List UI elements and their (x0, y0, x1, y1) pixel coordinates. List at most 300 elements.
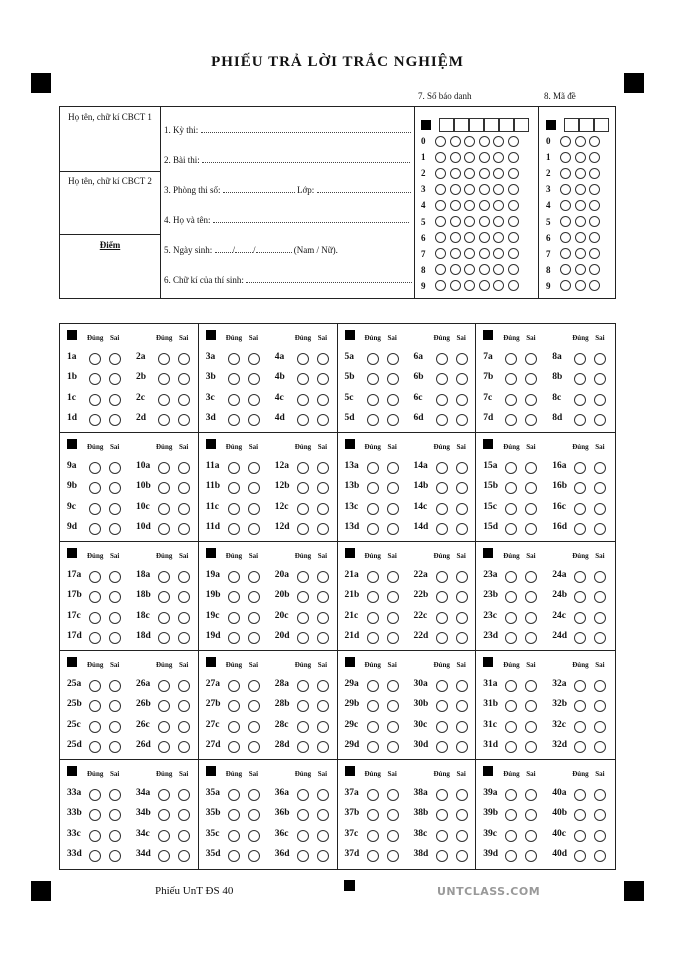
ma-de-bubble[interactable] (560, 232, 571, 243)
answer-bubble-dung[interactable] (505, 721, 517, 733)
answer-bubble-sai[interactable] (456, 680, 468, 692)
ma-de-bubble[interactable] (589, 216, 600, 227)
answer-bubble-dung[interactable] (574, 353, 586, 365)
answer-bubble-dung[interactable] (367, 700, 379, 712)
sbd-bubble[interactable] (479, 184, 490, 195)
answer-bubble-sai[interactable] (525, 850, 537, 862)
answer-bubble-sai[interactable] (178, 700, 190, 712)
sbd-bubble[interactable] (508, 264, 519, 275)
sbd-bubble[interactable] (508, 248, 519, 259)
answer-bubble-sai[interactable] (456, 830, 468, 842)
answer-bubble-sai[interactable] (594, 632, 606, 644)
answer-bubble-sai[interactable] (317, 414, 329, 426)
answer-bubble-dung[interactable] (89, 523, 101, 535)
answer-bubble-dung[interactable] (89, 503, 101, 515)
answer-bubble-sai[interactable] (178, 503, 190, 515)
answer-bubble-sai[interactable] (109, 809, 121, 821)
answer-bubble-sai[interactable] (456, 809, 468, 821)
answer-bubble-dung[interactable] (228, 523, 240, 535)
answer-bubble-dung[interactable] (436, 830, 448, 842)
answer-bubble-dung[interactable] (158, 612, 170, 624)
answer-bubble-sai[interactable] (594, 523, 606, 535)
answer-bubble-dung[interactable] (574, 482, 586, 494)
sbd-bubble[interactable] (435, 216, 446, 227)
sbd-bubble[interactable] (493, 216, 504, 227)
sbd-write-cell[interactable] (469, 118, 484, 132)
answer-bubble-sai[interactable] (387, 394, 399, 406)
ma-de-bubble[interactable] (560, 216, 571, 227)
answer-bubble-sai[interactable] (525, 809, 537, 821)
answer-bubble-dung[interactable] (367, 591, 379, 603)
answer-bubble-dung[interactable] (505, 414, 517, 426)
sbd-write-cell[interactable] (514, 118, 529, 132)
answer-bubble-sai[interactable] (248, 789, 260, 801)
answer-bubble-sai[interactable] (594, 571, 606, 583)
answer-bubble-dung[interactable] (574, 721, 586, 733)
answer-bubble-dung[interactable] (158, 850, 170, 862)
answer-bubble-dung[interactable] (436, 789, 448, 801)
answer-bubble-dung[interactable] (158, 680, 170, 692)
answer-bubble-dung[interactable] (89, 353, 101, 365)
answer-bubble-dung[interactable] (436, 721, 448, 733)
answer-bubble-sai[interactable] (178, 373, 190, 385)
answer-bubble-dung[interactable] (89, 414, 101, 426)
answer-bubble-sai[interactable] (178, 789, 190, 801)
answer-bubble-dung[interactable] (158, 721, 170, 733)
answer-bubble-sai[interactable] (387, 830, 399, 842)
answer-bubble-dung[interactable] (158, 700, 170, 712)
answer-bubble-dung[interactable] (158, 353, 170, 365)
answer-bubble-dung[interactable] (158, 571, 170, 583)
sbd-bubble[interactable] (479, 280, 490, 291)
answer-bubble-dung[interactable] (297, 632, 309, 644)
answer-bubble-sai[interactable] (456, 612, 468, 624)
answer-bubble-dung[interactable] (158, 482, 170, 494)
answer-bubble-sai[interactable] (178, 612, 190, 624)
answer-bubble-sai[interactable] (525, 721, 537, 733)
sbd-bubble[interactable] (450, 280, 461, 291)
field-ngay-sinh[interactable] (164, 244, 338, 255)
ma-de-bubble[interactable] (575, 232, 586, 243)
ma-de-bubble[interactable] (589, 248, 600, 259)
answer-bubble-dung[interactable] (89, 809, 101, 821)
answer-bubble-sai[interactable] (248, 373, 260, 385)
answer-bubble-dung[interactable] (158, 809, 170, 821)
field-ho-ten[interactable] (164, 214, 409, 225)
answer-bubble-sai[interactable] (317, 612, 329, 624)
answer-bubble-dung[interactable] (297, 503, 309, 515)
answer-bubble-dung[interactable] (367, 462, 379, 474)
answer-bubble-dung[interactable] (228, 830, 240, 842)
answer-bubble-dung[interactable] (158, 830, 170, 842)
answer-bubble-sai[interactable] (387, 680, 399, 692)
answer-bubble-sai[interactable] (109, 830, 121, 842)
answer-bubble-dung[interactable] (228, 741, 240, 753)
answer-bubble-sai[interactable] (248, 353, 260, 365)
answer-bubble-dung[interactable] (228, 721, 240, 733)
answer-bubble-dung[interactable] (436, 700, 448, 712)
answer-bubble-dung[interactable] (89, 373, 101, 385)
sbd-bubble[interactable] (450, 216, 461, 227)
answer-bubble-sai[interactable] (525, 700, 537, 712)
ma-de-bubble[interactable] (589, 264, 600, 275)
answer-bubble-sai[interactable] (109, 850, 121, 862)
answer-bubble-dung[interactable] (89, 394, 101, 406)
sbd-write-cell[interactable] (484, 118, 499, 132)
answer-bubble-dung[interactable] (228, 503, 240, 515)
answer-bubble-sai[interactable] (317, 789, 329, 801)
answer-bubble-dung[interactable] (436, 741, 448, 753)
sbd-bubble[interactable] (464, 232, 475, 243)
answer-bubble-dung[interactable] (89, 482, 101, 494)
answer-bubble-dung[interactable] (89, 700, 101, 712)
answer-bubble-dung[interactable] (436, 612, 448, 624)
answer-bubble-sai[interactable] (456, 503, 468, 515)
answer-bubble-dung[interactable] (436, 809, 448, 821)
answer-bubble-dung[interactable] (436, 503, 448, 515)
answer-bubble-dung[interactable] (367, 523, 379, 535)
sbd-bubble[interactable] (493, 264, 504, 275)
answer-bubble-sai[interactable] (525, 482, 537, 494)
answer-bubble-sai[interactable] (317, 523, 329, 535)
answer-bubble-dung[interactable] (158, 789, 170, 801)
ma-de-bubble[interactable] (589, 232, 600, 243)
answer-bubble-sai[interactable] (317, 809, 329, 821)
answer-bubble-dung[interactable] (505, 503, 517, 515)
answer-bubble-dung[interactable] (436, 462, 448, 474)
answer-bubble-sai[interactable] (525, 632, 537, 644)
answer-bubble-dung[interactable] (574, 591, 586, 603)
field-bai-thi[interactable] (164, 154, 410, 165)
answer-bubble-sai[interactable] (456, 591, 468, 603)
sbd-bubble[interactable] (508, 184, 519, 195)
answer-bubble-dung[interactable] (228, 809, 240, 821)
answer-bubble-dung[interactable] (505, 591, 517, 603)
answer-bubble-sai[interactable] (317, 741, 329, 753)
answer-bubble-dung[interactable] (367, 353, 379, 365)
answer-bubble-sai[interactable] (109, 741, 121, 753)
answer-bubble-dung[interactable] (505, 612, 517, 624)
answer-bubble-sai[interactable] (525, 741, 537, 753)
answer-bubble-sai[interactable] (594, 612, 606, 624)
answer-bubble-sai[interactable] (317, 591, 329, 603)
answer-bubble-sai[interactable] (317, 700, 329, 712)
answer-bubble-sai[interactable] (248, 612, 260, 624)
sbd-bubble[interactable] (508, 280, 519, 291)
answer-bubble-dung[interactable] (505, 632, 517, 644)
answer-bubble-sai[interactable] (456, 394, 468, 406)
answer-bubble-dung[interactable] (367, 571, 379, 583)
answer-bubble-dung[interactable] (574, 414, 586, 426)
answer-bubble-dung[interactable] (574, 612, 586, 624)
answer-bubble-sai[interactable] (178, 482, 190, 494)
answer-bubble-sai[interactable] (456, 523, 468, 535)
answer-bubble-sai[interactable] (594, 830, 606, 842)
answer-bubble-sai[interactable] (248, 721, 260, 733)
answer-bubble-sai[interactable] (387, 503, 399, 515)
answer-bubble-dung[interactable] (297, 373, 309, 385)
answer-bubble-sai[interactable] (109, 612, 121, 624)
answer-bubble-dung[interactable] (228, 482, 240, 494)
sbd-write-cell[interactable] (499, 118, 514, 132)
sbd-bubble[interactable] (464, 152, 475, 163)
sbd-bubble[interactable] (464, 184, 475, 195)
answer-bubble-dung[interactable] (297, 523, 309, 535)
answer-bubble-dung[interactable] (89, 571, 101, 583)
answer-bubble-sai[interactable] (178, 523, 190, 535)
sbd-bubble[interactable] (450, 200, 461, 211)
answer-bubble-sai[interactable] (248, 591, 260, 603)
answer-bubble-sai[interactable] (109, 353, 121, 365)
sbd-bubble[interactable] (493, 232, 504, 243)
sbd-write-cell[interactable] (439, 118, 454, 132)
answer-bubble-sai[interactable] (525, 373, 537, 385)
answer-bubble-sai[interactable] (248, 523, 260, 535)
ma-de-bubble[interactable] (589, 168, 600, 179)
answer-bubble-dung[interactable] (436, 414, 448, 426)
answer-bubble-sai[interactable] (387, 612, 399, 624)
answer-bubble-dung[interactable] (228, 700, 240, 712)
ma-de-bubble[interactable] (589, 200, 600, 211)
sbd-bubble[interactable] (508, 200, 519, 211)
answer-bubble-sai[interactable] (178, 414, 190, 426)
answer-bubble-dung[interactable] (574, 680, 586, 692)
answer-bubble-sai[interactable] (317, 680, 329, 692)
answer-bubble-sai[interactable] (387, 721, 399, 733)
ma-de-bubble[interactable] (575, 200, 586, 211)
answer-bubble-sai[interactable] (317, 850, 329, 862)
sbd-bubble[interactable] (508, 152, 519, 163)
answer-bubble-dung[interactable] (228, 373, 240, 385)
sbd-bubble[interactable] (464, 264, 475, 275)
sbd-bubble[interactable] (479, 200, 490, 211)
answer-bubble-sai[interactable] (525, 591, 537, 603)
answer-bubble-sai[interactable] (109, 721, 121, 733)
sbd-bubble[interactable] (435, 184, 446, 195)
answer-bubble-sai[interactable] (594, 700, 606, 712)
answer-bubble-dung[interactable] (574, 503, 586, 515)
answer-bubble-sai[interactable] (594, 373, 606, 385)
answer-bubble-sai[interactable] (594, 789, 606, 801)
answer-bubble-dung[interactable] (297, 850, 309, 862)
answer-bubble-sai[interactable] (109, 373, 121, 385)
ma-de-bubble[interactable] (575, 248, 586, 259)
ma-de-bubble[interactable] (575, 216, 586, 227)
answer-bubble-dung[interactable] (367, 809, 379, 821)
answer-bubble-sai[interactable] (525, 789, 537, 801)
answer-bubble-dung[interactable] (228, 414, 240, 426)
answer-bubble-dung[interactable] (228, 632, 240, 644)
answer-bubble-sai[interactable] (456, 373, 468, 385)
answer-bubble-dung[interactable] (367, 503, 379, 515)
answer-bubble-sai[interactable] (248, 741, 260, 753)
answer-bubble-dung[interactable] (297, 571, 309, 583)
answer-bubble-dung[interactable] (158, 462, 170, 474)
answer-bubble-dung[interactable] (158, 394, 170, 406)
answer-bubble-sai[interactable] (248, 414, 260, 426)
field-phong-thi[interactable] (164, 184, 411, 195)
answer-bubble-dung[interactable] (367, 414, 379, 426)
answer-bubble-dung[interactable] (297, 482, 309, 494)
answer-bubble-dung[interactable] (505, 700, 517, 712)
answer-bubble-sai[interactable] (456, 632, 468, 644)
answer-bubble-sai[interactable] (594, 353, 606, 365)
answer-bubble-sai[interactable] (248, 680, 260, 692)
answer-bubble-sai[interactable] (594, 741, 606, 753)
sbd-bubble[interactable] (435, 152, 446, 163)
answer-bubble-dung[interactable] (297, 680, 309, 692)
answer-bubble-sai[interactable] (387, 414, 399, 426)
answer-bubble-dung[interactable] (505, 741, 517, 753)
answer-bubble-dung[interactable] (367, 741, 379, 753)
answer-bubble-sai[interactable] (387, 741, 399, 753)
ma-de-bubble[interactable] (589, 152, 600, 163)
answer-bubble-sai[interactable] (456, 789, 468, 801)
answer-bubble-dung[interactable] (505, 394, 517, 406)
answer-bubble-dung[interactable] (505, 571, 517, 583)
sbd-bubble[interactable] (493, 184, 504, 195)
sbd-bubble[interactable] (464, 248, 475, 259)
answer-bubble-sai[interactable] (594, 721, 606, 733)
sbd-bubble[interactable] (464, 216, 475, 227)
answer-bubble-sai[interactable] (317, 462, 329, 474)
answer-bubble-sai[interactable] (178, 591, 190, 603)
sbd-bubble[interactable] (450, 264, 461, 275)
sbd-bubble[interactable] (435, 168, 446, 179)
answer-bubble-sai[interactable] (109, 789, 121, 801)
answer-bubble-dung[interactable] (89, 789, 101, 801)
answer-bubble-sai[interactable] (178, 809, 190, 821)
answer-bubble-sai[interactable] (317, 830, 329, 842)
answer-bubble-sai[interactable] (109, 700, 121, 712)
answer-bubble-dung[interactable] (297, 353, 309, 365)
answer-bubble-dung[interactable] (574, 741, 586, 753)
sbd-bubble[interactable] (435, 264, 446, 275)
ma-de-bubble[interactable] (575, 168, 586, 179)
sbd-bubble[interactable] (508, 216, 519, 227)
ma-de-write-cell[interactable] (564, 118, 579, 132)
sbd-bubble[interactable] (479, 152, 490, 163)
answer-bubble-sai[interactable] (248, 394, 260, 406)
answer-bubble-sai[interactable] (248, 850, 260, 862)
answer-bubble-sai[interactable] (594, 414, 606, 426)
answer-bubble-sai[interactable] (387, 482, 399, 494)
answer-bubble-dung[interactable] (367, 612, 379, 624)
answer-bubble-dung[interactable] (367, 632, 379, 644)
answer-bubble-dung[interactable] (436, 632, 448, 644)
answer-bubble-sai[interactable] (525, 394, 537, 406)
answer-bubble-sai[interactable] (248, 632, 260, 644)
field-ky-thi[interactable] (164, 124, 411, 135)
answer-bubble-sai[interactable] (178, 830, 190, 842)
answer-bubble-dung[interactable] (574, 632, 586, 644)
sbd-bubble[interactable] (435, 136, 446, 147)
answer-bubble-dung[interactable] (436, 353, 448, 365)
answer-bubble-dung[interactable] (436, 373, 448, 385)
answer-bubble-dung[interactable] (505, 523, 517, 535)
answer-bubble-sai[interactable] (248, 462, 260, 474)
answer-bubble-sai[interactable] (456, 353, 468, 365)
answer-bubble-sai[interactable] (387, 632, 399, 644)
answer-bubble-sai[interactable] (525, 830, 537, 842)
answer-bubble-sai[interactable] (178, 721, 190, 733)
answer-bubble-dung[interactable] (89, 741, 101, 753)
answer-bubble-dung[interactable] (574, 571, 586, 583)
answer-bubble-sai[interactable] (456, 850, 468, 862)
sbd-bubble[interactable] (508, 168, 519, 179)
answer-bubble-dung[interactable] (436, 482, 448, 494)
ma-de-bubble[interactable] (560, 152, 571, 163)
answer-bubble-dung[interactable] (297, 612, 309, 624)
answer-bubble-dung[interactable] (158, 503, 170, 515)
answer-bubble-sai[interactable] (109, 414, 121, 426)
answer-bubble-dung[interactable] (89, 830, 101, 842)
answer-bubble-dung[interactable] (297, 741, 309, 753)
answer-bubble-sai[interactable] (178, 632, 190, 644)
answer-bubble-sai[interactable] (178, 571, 190, 583)
answer-bubble-sai[interactable] (387, 850, 399, 862)
sbd-bubble[interactable] (435, 232, 446, 243)
sbd-bubble[interactable] (493, 280, 504, 291)
answer-bubble-sai[interactable] (525, 462, 537, 474)
answer-bubble-dung[interactable] (505, 830, 517, 842)
answer-bubble-sai[interactable] (317, 353, 329, 365)
sbd-bubble[interactable] (464, 136, 475, 147)
answer-bubble-dung[interactable] (436, 571, 448, 583)
ma-de-bubble[interactable] (560, 184, 571, 195)
answer-bubble-dung[interactable] (367, 789, 379, 801)
answer-bubble-sai[interactable] (317, 482, 329, 494)
answer-bubble-dung[interactable] (436, 850, 448, 862)
ma-de-bubble[interactable] (560, 248, 571, 259)
answer-bubble-sai[interactable] (178, 353, 190, 365)
answer-bubble-dung[interactable] (436, 591, 448, 603)
answer-bubble-dung[interactable] (297, 789, 309, 801)
answer-bubble-sai[interactable] (456, 571, 468, 583)
sbd-bubble[interactable] (479, 168, 490, 179)
answer-bubble-sai[interactable] (525, 414, 537, 426)
answer-bubble-sai[interactable] (525, 353, 537, 365)
sbd-bubble[interactable] (479, 232, 490, 243)
answer-bubble-dung[interactable] (436, 523, 448, 535)
sbd-bubble[interactable] (435, 248, 446, 259)
ma-de-bubble[interactable] (560, 264, 571, 275)
answer-bubble-sai[interactable] (109, 462, 121, 474)
answer-bubble-sai[interactable] (594, 850, 606, 862)
answer-bubble-dung[interactable] (228, 394, 240, 406)
answer-bubble-sai[interactable] (317, 721, 329, 733)
answer-bubble-dung[interactable] (89, 612, 101, 624)
answer-bubble-dung[interactable] (505, 850, 517, 862)
ma-de-bubble[interactable] (575, 184, 586, 195)
answer-bubble-sai[interactable] (387, 353, 399, 365)
answer-bubble-dung[interactable] (228, 612, 240, 624)
answer-bubble-sai[interactable] (387, 523, 399, 535)
answer-bubble-dung[interactable] (505, 462, 517, 474)
answer-bubble-sai[interactable] (525, 612, 537, 624)
answer-bubble-dung[interactable] (574, 809, 586, 821)
answer-bubble-sai[interactable] (525, 523, 537, 535)
answer-bubble-dung[interactable] (228, 680, 240, 692)
answer-bubble-sai[interactable] (178, 394, 190, 406)
answer-bubble-sai[interactable] (456, 721, 468, 733)
ma-de-bubble[interactable] (575, 264, 586, 275)
answer-bubble-dung[interactable] (367, 721, 379, 733)
answer-bubble-dung[interactable] (297, 700, 309, 712)
sbd-bubble[interactable] (435, 280, 446, 291)
answer-bubble-sai[interactable] (109, 503, 121, 515)
answer-bubble-sai[interactable] (387, 700, 399, 712)
